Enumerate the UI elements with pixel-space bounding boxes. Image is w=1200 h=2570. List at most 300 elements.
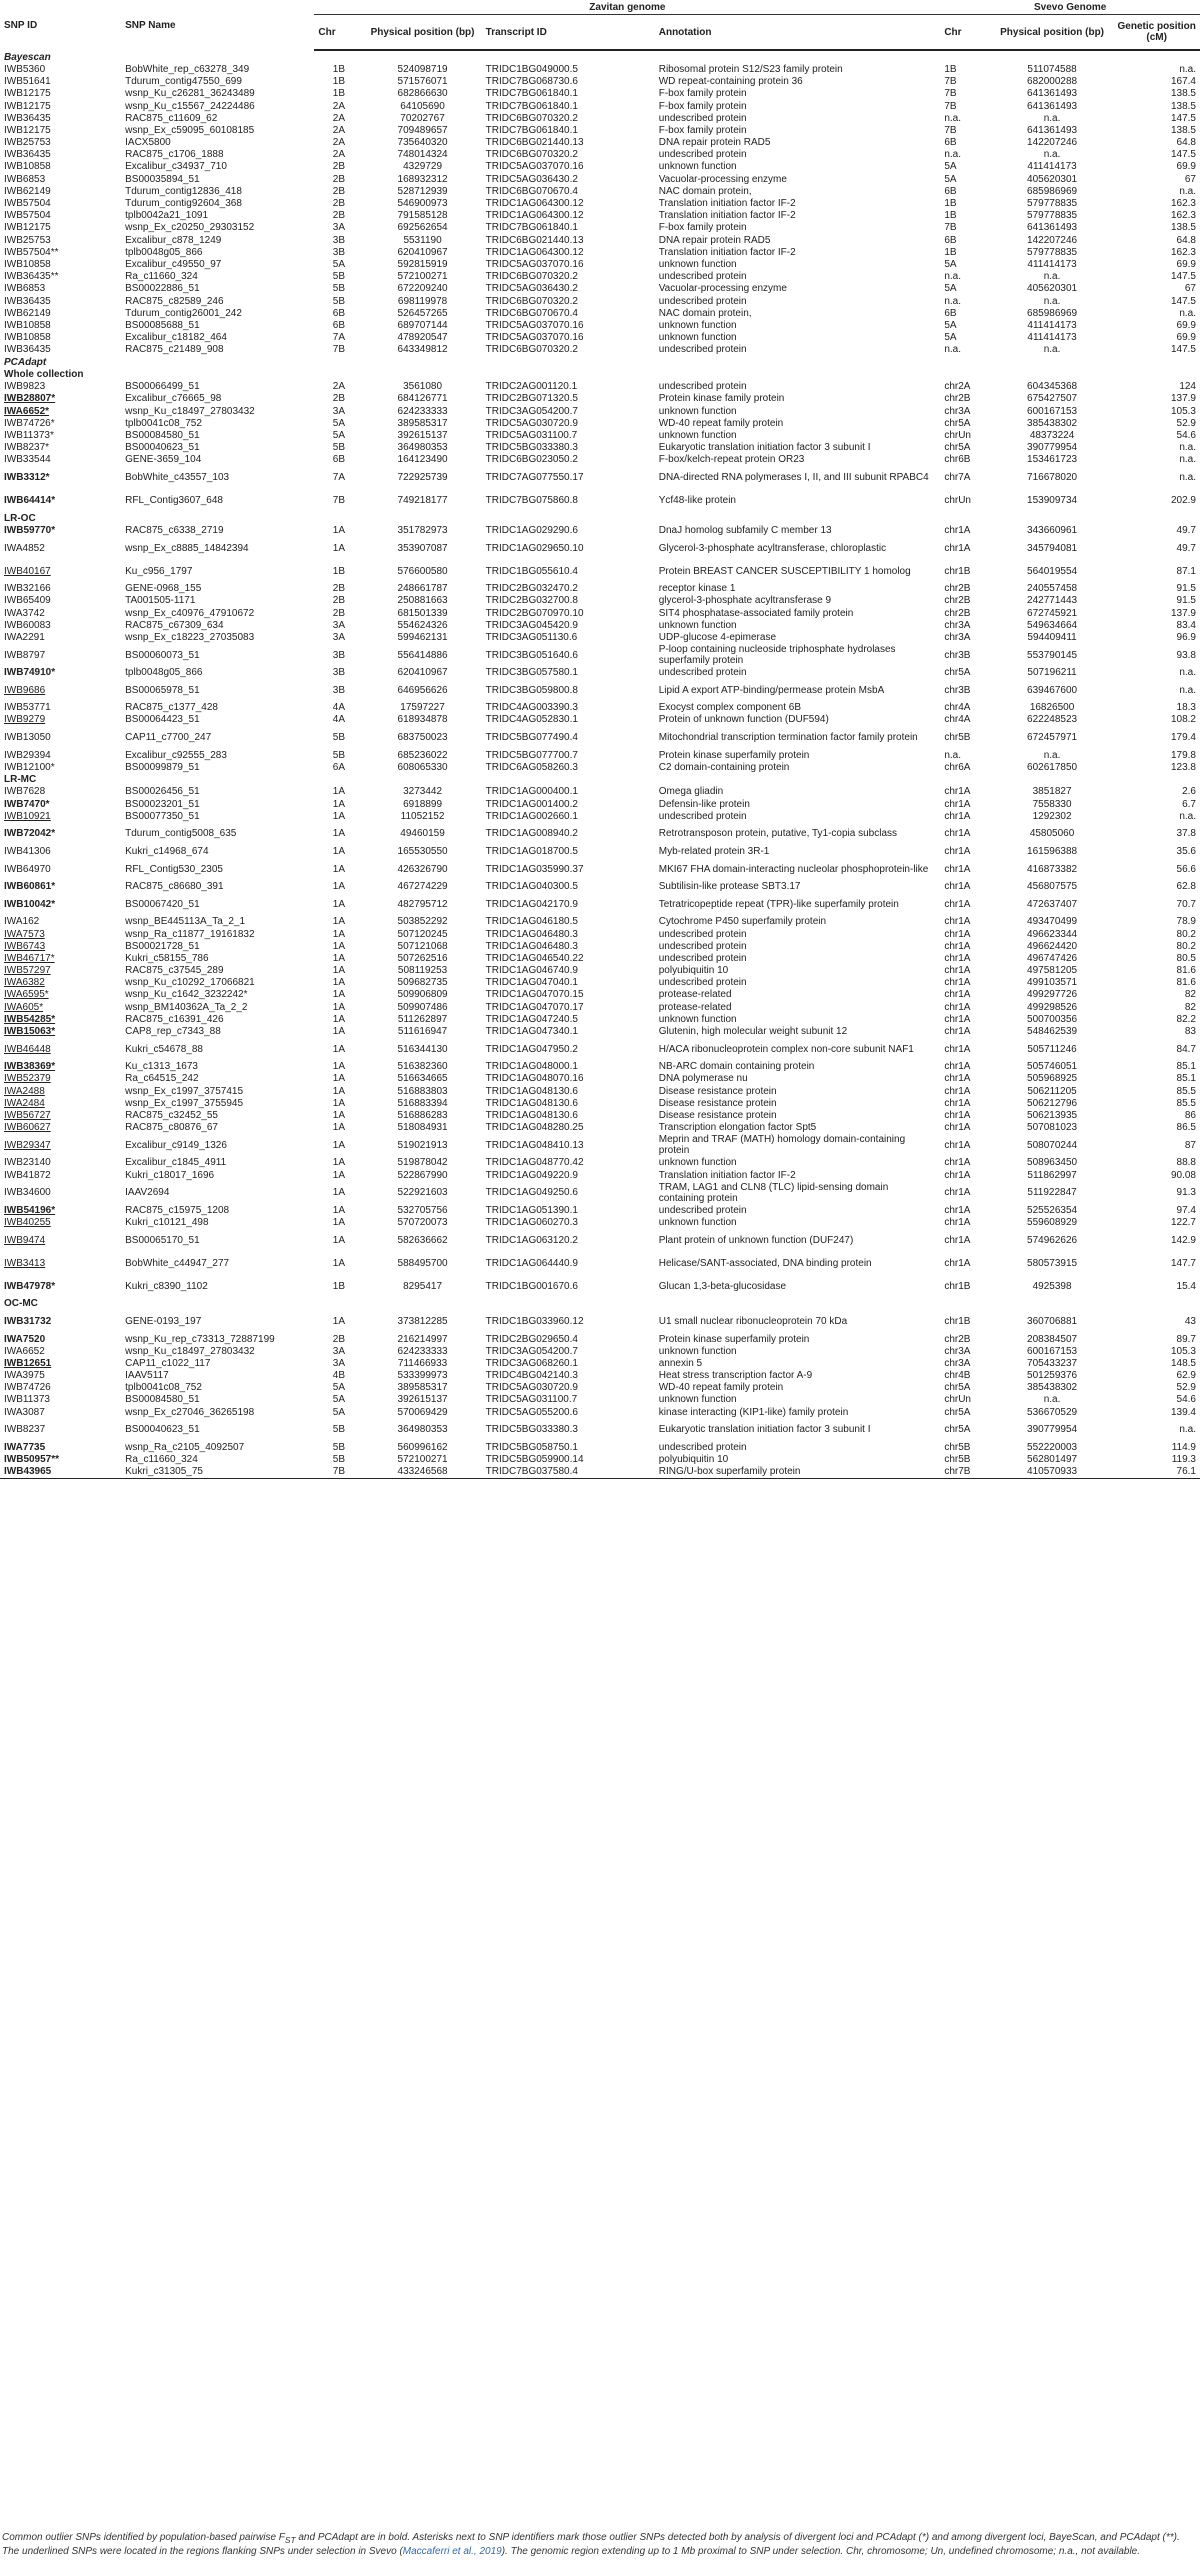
snp-name-cell: RAC875_c15975_1208 [125, 1204, 230, 1216]
table-row [0, 1229, 1200, 1252]
table-row [0, 560, 1200, 583]
snp-id-cell: IWB9686 [4, 684, 46, 696]
annotation-cell: Ribosomal protein S12/S23 family protein [658, 63, 843, 75]
physical-position-cell: 507262516 [397, 952, 448, 964]
snp-name-cell: BS00066499_51 [125, 381, 200, 393]
table-row [0, 1013, 1200, 1025]
section-label: LR-MC [4, 774, 37, 786]
physical-position-cell: 748014324 [397, 149, 448, 161]
table-row [0, 319, 1200, 331]
physical-position-cell: 482795712 [397, 898, 448, 910]
transcript-id-cell: TRIDC2AG001120.1 [485, 381, 578, 393]
chr-cell: 1A [332, 940, 346, 952]
svevo-chr-cell: 1B [944, 246, 957, 258]
snp-name-cell: Excalibur_c49550_97 [125, 258, 222, 270]
footnote-text-3: ). The genomic region extending up to 1 Mb proximal to SNP under selection. Chr, chromosome; Un, undefined chromosome; n.a., not available. [501, 2546, 1141, 2557]
chr-cell: 5A [332, 1394, 346, 1406]
snp-id-cell: IWB12175 [4, 222, 51, 234]
svevo-chr-cell: chr4A [944, 714, 971, 726]
svevo-chr-cell: n.a. [944, 344, 961, 356]
snp-id-cell: IWB11373 [4, 1394, 50, 1406]
svevo-physical-position-cell: 579778835 [1027, 210, 1078, 222]
svevo-chr-cell: chr5A [944, 1406, 971, 1418]
chr-cell: 3B [332, 246, 346, 258]
footnote-citation-link[interactable]: Maccaferri et al., 2019 [402, 2546, 502, 2557]
table-row [0, 63, 1200, 75]
svevo-physical-position-cell: 600167153 [1027, 1345, 1078, 1357]
svevo-chr-cell: chr2B [944, 583, 971, 595]
annotation-cell: undescribed protein [658, 928, 747, 940]
chr-cell: 4A [332, 714, 346, 726]
chr-cell: 7A [332, 332, 346, 344]
svevo-physical-position-cell: 360706881 [1027, 1315, 1078, 1327]
transcript-id-cell: TRIDC5BG059900.14 [485, 1454, 584, 1465]
table-row [0, 1073, 1200, 1085]
chr-cell: 3A [332, 631, 346, 643]
svevo-physical-position-cell: 496747426 [1027, 952, 1078, 964]
snp-id-cell: IWB59770* [4, 524, 56, 536]
snp-id-cell: IWB6853 [4, 173, 46, 185]
snp-id-cell: IWB12175 [4, 124, 51, 136]
svevo-physical-position-cell: 506212796 [1027, 1097, 1078, 1109]
table-row [0, 76, 1200, 88]
svevo-physical-position-cell: 682000288 [1027, 76, 1078, 88]
genetic-position-cell: 82.2 [1176, 1013, 1196, 1025]
section-header-row [0, 1298, 1200, 1310]
physical-position-cell: 519021913 [397, 1139, 448, 1151]
annotation-cell: receptor kinase 1 [658, 583, 736, 595]
chr-cell: 1A [332, 952, 346, 964]
svevo-chr-cell: chr5A [944, 1382, 971, 1394]
table-row [0, 1204, 1200, 1216]
transcript-id-cell: TRIDC1AG048280.25 [485, 1122, 584, 1134]
genetic-position-cell: 105.3 [1170, 1345, 1196, 1357]
svevo-chr-cell: chr1A [944, 1109, 971, 1121]
transcript-id-cell: TRIDC4AG003390.3 [485, 702, 578, 714]
physical-position-cell: 165530550 [397, 845, 448, 857]
section-label: Whole collection [4, 368, 84, 380]
transcript-id-cell: TRIDC7BG061840.1 [485, 100, 578, 112]
svevo-physical-position-cell: 511922847 [1027, 1187, 1077, 1199]
svevo-physical-position-cell: 508963450 [1027, 1157, 1078, 1169]
chr-cell: 2A [332, 100, 346, 112]
svevo-chr-cell: chr1A [944, 940, 971, 952]
transcript-id-cell: TRIDC1AG047070.17 [485, 1001, 584, 1013]
footnote-text-2: and PCAdapt are in bold. Asterisks next to SNP identifiers mark those outlier SNPs detected both by analysis of divergent loci and PCAdapt (*) and among divergent loci, BayeScan, and PCAdapt (**). The underlined SNPs were located in the regions flanking SNPs under selection in Svevo ( [2, 2532, 1180, 2557]
snp-id-cell: IWB41306 [4, 845, 51, 857]
transcript-id-cell: TRIDC1AG029290.6 [485, 524, 578, 536]
annotation-cell: unknown function [658, 319, 737, 331]
svevo-physical-position-cell: 405620301 [1027, 173, 1078, 185]
snp-id-cell: IWA2488 [4, 1085, 45, 1097]
genetic-position-cell: 147.5 [1170, 271, 1196, 283]
chr-cell: 5B [332, 1454, 346, 1465]
genetic-position-cell: n.a. [1179, 667, 1196, 679]
annotation-cell: undescribed protein [658, 271, 747, 283]
table-row [0, 197, 1200, 209]
table-row [0, 234, 1200, 246]
svevo-physical-position-cell: 705433237 [1027, 1357, 1078, 1369]
genetic-position-cell: 147.5 [1170, 112, 1196, 124]
svevo-chr-cell: n.a. [944, 112, 961, 124]
transcript-id-cell: TRIDC4AG052830.1 [485, 714, 578, 726]
transcript-id-cell: TRIDC5BG077490.4 [485, 732, 578, 744]
snp-id-cell: IWB3312* [4, 471, 50, 483]
svevo-physical-position-cell: 343660961 [1027, 524, 1078, 536]
transcript-id-cell: TRIDC1AG040300.5 [485, 881, 578, 893]
annotation-cell: Vacuolar-processing enzyme [658, 173, 787, 185]
svevo-chr-cell: 1B [944, 63, 957, 75]
transcript-id-cell: TRIDC7BG037580.4 [482, 1466, 655, 1479]
chr-cell: 1A [332, 1085, 346, 1097]
physical-position-cell: 433246568 [363, 1466, 481, 1479]
snp-id-cell: IWB57504 [4, 210, 51, 222]
transcript-id-cell: TRIDC1AG008940.2 [485, 828, 578, 840]
transcript-id-cell: TRIDC2BG032700.8 [485, 595, 578, 607]
svevo-physical-position-cell: 508070244 [1027, 1139, 1078, 1151]
annotation-cell: undescribed protein [658, 667, 747, 679]
physical-position-cell: 17597227 [400, 702, 445, 714]
chr-cell: 6B [332, 307, 346, 319]
physical-position-cell: 646956626 [397, 684, 448, 696]
transcript-id-cell: TRIDC1AG063120.2 [485, 1234, 578, 1246]
svevo-chr-cell: chr1A [944, 798, 971, 810]
physical-position-cell: 364980353 [397, 442, 448, 454]
svevo-chr-cell: chr1A [944, 1043, 971, 1055]
table-row [0, 1466, 1200, 1479]
table-row [0, 442, 1200, 454]
section-label: OC-MC [4, 1298, 38, 1310]
physical-position-cell: 620410967 [397, 667, 448, 679]
physical-position-cell: 509906809 [397, 989, 448, 1001]
genetic-position-cell: 147.5 [1170, 149, 1196, 161]
snp-name-cell: RFL_Contig3607_648 [125, 494, 223, 506]
table-row [0, 489, 1200, 512]
svevo-physical-position-cell: 600167153 [1027, 405, 1078, 417]
chr-cell: 2B [332, 595, 346, 607]
chr-cell: 3B [332, 684, 346, 696]
snp-name-cell: IAAV5117 [125, 1370, 169, 1382]
genetic-position-cell: 179.8 [1170, 749, 1196, 761]
chr-cell: 2A [332, 149, 346, 161]
chr-cell: 2B [332, 1333, 346, 1345]
snp-name-cell: wsnp_Ku_c18497_27803432 [125, 405, 255, 417]
svevo-chr-cell: 6B [944, 137, 957, 149]
table-row [0, 1097, 1200, 1109]
snp-name-cell: wsnp_Ex_c8885_14842394 [125, 542, 249, 554]
snp-name-cell: wsnp_Ex_c27046_36265198 [125, 1406, 255, 1418]
transcript-id-cell: TRIDC1BG049000.5 [485, 63, 578, 75]
chr-cell: 1A [332, 1073, 346, 1085]
svevo-chr-cell: chr1A [944, 1257, 971, 1269]
svevo-chr-cell: chr1A [944, 1234, 971, 1246]
annotation-cell: DNA polymerase nu [658, 1073, 748, 1085]
svevo-chr-cell: chr5B [944, 732, 971, 744]
table-row [0, 307, 1200, 319]
physical-position-cell: 526457265 [397, 307, 448, 319]
annotation-cell: DNA-directed RNA polymerases I, II, and III subunit RPABC4 [658, 471, 929, 483]
chr-cell: 4A [332, 702, 346, 714]
table-row [0, 1061, 1200, 1073]
table-row [0, 417, 1200, 429]
annotation-cell: SIT4 phosphatase-associated family protein [658, 607, 854, 619]
snp-id-cell: IWB10858 [4, 161, 51, 173]
table-row [0, 1382, 1200, 1394]
table-row [0, 786, 1200, 798]
annotation-cell: Lipid A export ATP-binding/permease protein MsbA [658, 684, 885, 696]
annotation-cell: unknown function [658, 1394, 737, 1406]
annotation-cell: Protein kinase superfamily protein [658, 749, 810, 761]
snp-name-cell: TA001505-1171 [125, 595, 196, 607]
snp-name-cell: wsnp_Ku_c10292_17066821 [125, 977, 255, 989]
table-row [0, 344, 1200, 356]
physical-position-cell: 392615137 [397, 430, 448, 442]
snp-id-cell: IWB10858 [4, 258, 51, 270]
transcript-id-cell: TRIDC3BG051640.6 [485, 649, 578, 661]
snp-name-cell: BobWhite_c44947_277 [125, 1257, 230, 1269]
genetic-position-cell: 54.6 [1176, 1394, 1196, 1406]
chr-cell: 1A [332, 1043, 346, 1055]
svevo-chr-cell: 5A [944, 173, 957, 185]
svevo-chr-cell: chr5A [944, 1424, 971, 1436]
svevo-physical-position-cell: 161596388 [1027, 845, 1078, 857]
svevo-physical-position-cell: 472637407 [1027, 898, 1078, 910]
svevo-chr-cell: chr1A [944, 1026, 971, 1038]
physical-position-cell: 426326790 [397, 863, 448, 875]
table-row [0, 1134, 1200, 1157]
transcript-id-cell: TRIDC1AG048000.1 [485, 1061, 578, 1073]
svevo-physical-position-cell: 604345368 [1027, 381, 1078, 393]
snp-id-cell: IWB54196* [4, 1204, 56, 1216]
genetic-position-cell: 85.1 [1176, 1061, 1196, 1073]
svevo-chr-cell: chr3A [944, 405, 971, 417]
svevo-physical-position-cell: n.a. [1043, 271, 1061, 283]
transcript-id-cell: TRIDC5BG033380.3 [485, 442, 578, 454]
svevo-chr-cell: chr1A [944, 965, 971, 977]
transcript-id-cell: TRIDC7BG075860.8 [485, 494, 578, 506]
physical-position-cell: 389585317 [397, 1382, 448, 1394]
svevo-chr-cell: chr5A [944, 667, 971, 679]
svevo-physical-position-cell: 4925398 [1032, 1280, 1072, 1292]
genetic-position-cell: 147.5 [1170, 344, 1196, 356]
svevo-physical-position-cell: 505968925 [1027, 1073, 1078, 1085]
col-physical-position: Physical position (bp) [363, 15, 481, 51]
section-label: Bayescan [4, 51, 51, 63]
physical-position-cell: 248661787 [397, 583, 448, 595]
annotation-cell: protease-related [658, 1001, 732, 1013]
snp-name-cell: GENE-3659_104 [125, 454, 202, 466]
snp-id-cell: IWB46717* [4, 952, 55, 964]
annotation-cell: Translation initiation factor IF-2 [658, 1169, 796, 1181]
snp-name-cell: Excalibur_c18182_464 [125, 332, 227, 344]
genetic-position-cell: 6.7 [1182, 798, 1196, 810]
svevo-chr-cell: chr1A [944, 524, 971, 536]
table-row [0, 1109, 1200, 1121]
snp-name-cell: GENE-0193_197 [125, 1315, 202, 1327]
table-row [0, 295, 1200, 307]
table-row [0, 381, 1200, 393]
transcript-id-cell: TRIDC1AG048770.42 [485, 1157, 584, 1169]
svevo-physical-position-cell: 564019554 [1027, 565, 1078, 577]
genetic-position-cell: 85.5 [1176, 1097, 1196, 1109]
physical-position-cell: 556414886 [397, 649, 448, 661]
svevo-chr-cell: chrUn [944, 494, 971, 506]
table-row [0, 977, 1200, 989]
snp-name-cell: Ra_c64515_242 [125, 1073, 199, 1085]
genetic-position-cell: 202.9 [1170, 494, 1196, 506]
snp-id-cell: IWB12100* [4, 761, 55, 773]
genetic-position-cell: n.a. [1179, 684, 1196, 696]
genetic-position-cell: 114.9 [1171, 1441, 1196, 1453]
table-row [0, 1275, 1200, 1298]
table-row [0, 667, 1200, 679]
snp-name-cell: BS00084580_51 [125, 1394, 200, 1406]
svevo-physical-position-cell: 553790145 [1027, 649, 1078, 661]
col-genetic-position: Genetic position (cM) [1113, 15, 1200, 51]
svevo-chr-cell: chr5A [944, 442, 971, 454]
table-row [0, 332, 1200, 344]
annotation-cell: Disease resistance protein [658, 1097, 777, 1109]
svevo-chr-cell: chr3A [944, 1357, 971, 1369]
svevo-physical-position-cell: 536670529 [1027, 1406, 1078, 1418]
svevo-chr-cell: 5A [944, 332, 957, 344]
physical-position-cell: 570720073 [397, 1216, 448, 1228]
snp-id-cell: IWB7628 [4, 786, 46, 798]
genetic-position-cell: 82 [1184, 989, 1196, 1001]
snp-name-cell: wsnp_Ku_c26281_36243489 [125, 88, 255, 100]
transcript-id-cell: TRIDC2BG032470.2 [485, 583, 578, 595]
table-row [0, 631, 1200, 643]
physical-position-cell: 681501339 [397, 607, 448, 619]
annotation-cell: Disease resistance protein [658, 1109, 777, 1121]
svevo-chr-cell: chr3B [944, 684, 971, 696]
annotation-cell: Disease resistance protein [658, 1085, 777, 1097]
physical-position-cell: 509907486 [397, 1001, 448, 1013]
svevo-chr-cell: chr1A [944, 1001, 971, 1013]
annotation-cell: F-box family protein [658, 222, 747, 234]
svevo-physical-position-cell: n.a. [1043, 149, 1061, 161]
svevo-physical-position-cell: 499103571 [1027, 977, 1078, 989]
physical-position-cell: 516883394 [397, 1097, 448, 1109]
table-row [0, 161, 1200, 173]
chr-cell: 1A [332, 989, 346, 1001]
snp-name-cell: Kukri_c14968_674 [125, 845, 209, 857]
table-row [0, 1169, 1200, 1181]
transcript-id-cell: TRIDC3AG045420.9 [485, 619, 578, 631]
chr-cell: 5B [332, 295, 346, 307]
col-chr: Chr [314, 15, 363, 51]
transcript-id-cell: TRIDC1AG046540.22 [485, 952, 584, 964]
svevo-chr-cell: chr1A [944, 1073, 971, 1085]
svevo-physical-position-cell: 579778835 [1027, 246, 1078, 258]
table-row [0, 1394, 1200, 1406]
snp-id-cell: IWB25753 [4, 234, 51, 246]
genetic-position-cell: 83 [1184, 1026, 1196, 1038]
chr-cell: 3B [332, 234, 346, 246]
snp-id-cell: IWA7735 [4, 1441, 46, 1453]
col-snp-id: SNP ID [4, 19, 38, 31]
chr-cell: 1A [332, 916, 346, 928]
snp-id-cell: IWA162 [4, 916, 40, 928]
svevo-chr-cell: chr6A [944, 761, 971, 773]
table-row [0, 429, 1200, 441]
snp-id-cell: IWB43965 [0, 1466, 121, 1479]
snp-name-cell: BS00026456_51 [125, 786, 200, 798]
snp-name-cell: BS00067420_51 [125, 898, 200, 910]
svevo-chr-cell: chr1A [944, 1097, 971, 1109]
snp-name-cell: RAC875_c6338_2719 [125, 524, 224, 536]
snp-id-cell: IWB9279 [4, 714, 46, 726]
snp-name-cell: BS00021728_51 [125, 940, 200, 952]
snp-id-cell: IWA7520 [4, 1333, 46, 1345]
table-row [0, 405, 1200, 417]
snp-id-cell: IWB3413 [4, 1257, 46, 1269]
physical-position-cell: 672209240 [397, 283, 448, 295]
genetic-position-cell: 137.9 [1170, 607, 1196, 619]
snp-id-cell: IWB23140 [4, 1157, 51, 1169]
genetic-position-cell: 85.1 [1176, 1073, 1196, 1085]
transcript-id-cell: TRIDC6BG070320.2 [485, 295, 578, 307]
snp-id-cell: IWA6652* [4, 405, 50, 417]
genetic-position-cell: n.a. [1179, 454, 1196, 466]
table-body [0, 50, 1200, 1478]
physical-position-cell: 554624326 [397, 619, 448, 631]
svevo-chr-cell: 6B [944, 307, 957, 319]
table-row [0, 1122, 1200, 1134]
snp-id-cell: IWA6652 [4, 1345, 45, 1357]
physical-position-cell: 532705756 [397, 1204, 448, 1216]
annotation-cell: NB-ARC domain containing protein [658, 1061, 815, 1073]
physical-position-cell: 3561080 [403, 381, 443, 393]
snp-name-cell: wsnp_Ra_c2105_4092507 [125, 1441, 245, 1453]
snp-id-cell: IWB13050 [4, 732, 51, 744]
svevo-chr-cell: chr2B [944, 607, 971, 619]
svevo-chr-cell: chrUn [944, 430, 971, 442]
physical-position-cell: 528712939 [397, 185, 448, 197]
chr-cell: 7B [332, 344, 346, 356]
svevo-physical-position-cell: 672745921 [1027, 607, 1078, 619]
snp-name-cell: BS00023201_51 [125, 798, 200, 810]
svevo-chr-cell: 6B [944, 234, 957, 246]
snp-name-cell: RAC875_c1706_1888 [125, 149, 224, 161]
svevo-physical-position-cell: 456807575 [1027, 881, 1078, 893]
transcript-id-cell: TRIDC1BG055610.4 [485, 565, 578, 577]
svevo-chr-cell: chr4A [944, 702, 971, 714]
svevo-physical-position-cell: 496624420 [1027, 940, 1078, 952]
chr-cell: 3A [332, 1357, 346, 1369]
transcript-id-cell: TRIDC1AG064300.12 [485, 246, 584, 258]
table-row [0, 679, 1200, 702]
chr-cell: 1B [332, 88, 346, 100]
chr-cell: 1A [332, 928, 346, 940]
table-row [0, 1038, 1200, 1061]
table-row [0, 1357, 1200, 1369]
chr-cell: 3A [332, 1345, 346, 1357]
snp-name-cell: Tdurum_contig26001_242 [125, 307, 242, 319]
snp-id-cell: IWB6743 [4, 940, 46, 952]
snp-id-cell: IWA3975 [4, 1370, 45, 1382]
chr-cell: 1A [332, 1187, 346, 1199]
snp-name-cell: tplb0041c08_752 [125, 1382, 202, 1394]
svevo-physical-position-cell: n.a. [1043, 295, 1061, 307]
transcript-id-cell: TRIDC6AG058260.3 [485, 761, 578, 773]
physical-position-cell: 618934878 [397, 714, 448, 726]
physical-position-cell: 392615137 [397, 1394, 448, 1406]
svevo-chr-cell: chr1A [944, 881, 971, 893]
svevo-physical-position-cell: 672457971 [1027, 732, 1078, 744]
snp-name-cell: Excalibur_c92555_283 [125, 749, 227, 761]
annotation-cell: WD-40 repeat family protein [658, 1382, 784, 1394]
